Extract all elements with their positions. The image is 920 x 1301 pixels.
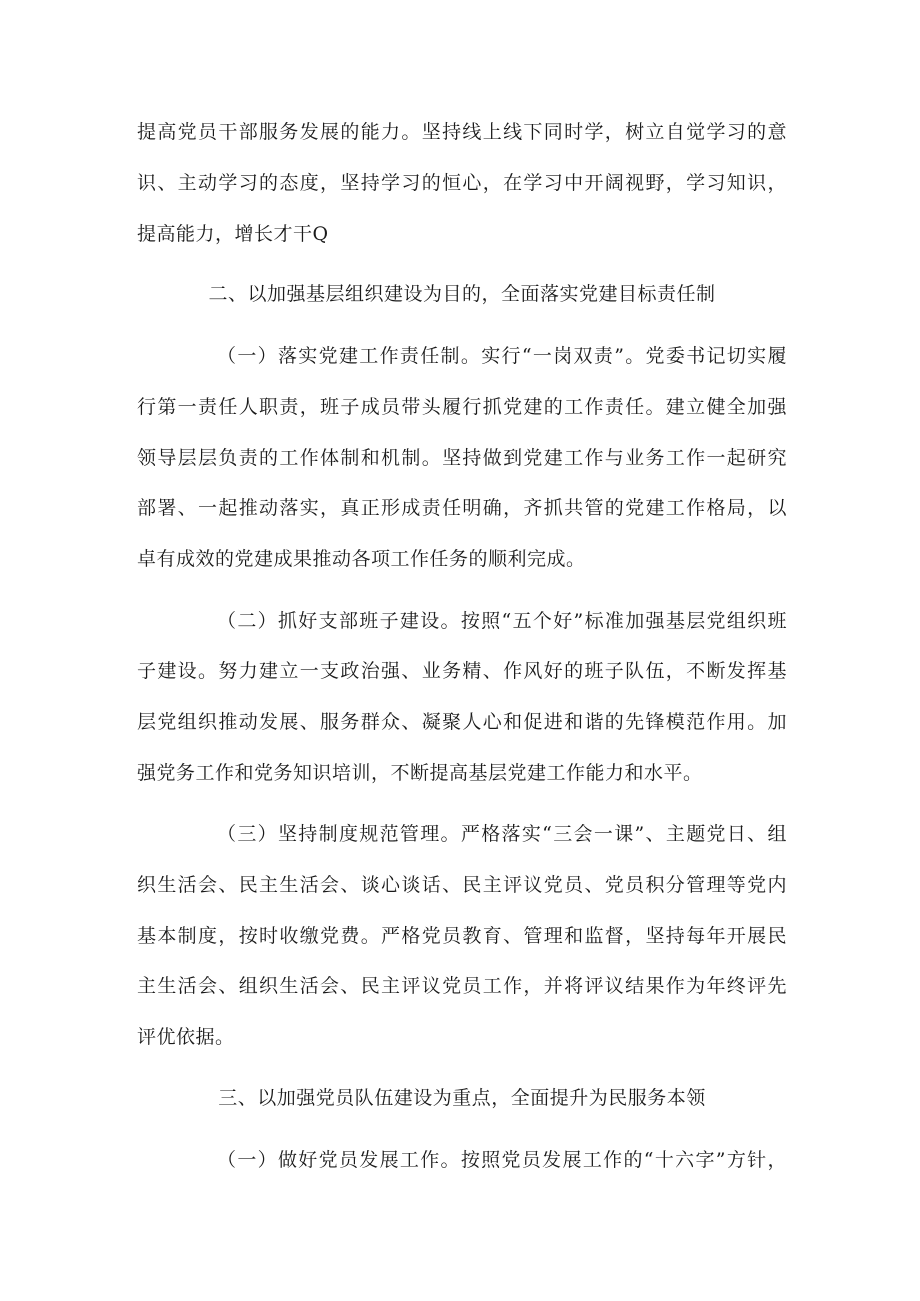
para-2-line-3: 领导层层负责的工作体制和机制。坚持做到党建工作与业务工作一起研究	[137, 447, 787, 469]
para-4-line-2: 织生活会、民主生活会、谈心谈话、民主评议党员、党员积分管理等党内	[137, 874, 787, 896]
para-4-line-3: 基本制度，按时收缴党费。严格党员教育、管理和监督，坚持每年开展民	[137, 925, 787, 947]
para-3-line-3: 层党组织推动发展、服务群众、凝聚人心和促进和谐的先锋模范作用。加	[137, 711, 787, 733]
para-1-line-3: 提高能力，增长才干Q	[137, 223, 329, 245]
para-2-line-1: （一）落实党建工作责任制。实行“一岗双责”。党委书记切实履	[217, 345, 787, 367]
section-heading-3: 三、以加强党员队伍建设为重点，全面提升为民服务本领	[218, 1087, 706, 1109]
para-3-line-4: 强党务工作和党务知识培训，不断提高基层党建工作能力和水平。	[137, 762, 703, 784]
para-1-line-2: 识、主动学习的态度，坚持学习的恒心，在学习中开阔视野，学习知识，	[137, 172, 787, 194]
section-heading-2: 二、以加强基层组织建设为目的，全面落实党建目标责任制	[208, 283, 716, 305]
para-5-line-1: （一）做好党员发展工作。按照党员发展工作的“十六字”方针，	[217, 1149, 787, 1171]
para-2-line-5: 卓有成效的党建成果推动各项工作任务的顺利完成。	[137, 548, 586, 570]
para-4-line-1: （三）坚持制度规范管理。严格落实“三会一课”、主题党日、组	[217, 823, 787, 845]
para-2-line-2: 行第一责任人职责，班子成员带头履行抓党建的工作责任。建立健全加强	[137, 396, 787, 418]
para-1-line-1: 提高党员干部服务发展的能力。坚持线上线下同时学，树立自觉学习的意	[137, 121, 787, 143]
para-3-line-2: 子建设。努力建立一支政治强、业务精、作风好的班子队伍，不断发挥基	[137, 660, 787, 682]
para-2-line-4: 部署、一起推动落实，真正形成责任明确，齐抓共管的党建工作格局，以	[137, 497, 787, 519]
para-4-line-5: 评优依据。	[137, 1026, 235, 1048]
para-4-line-4: 主生活会、组织生活会、民主评议党员工作，并将评议结果作为年终评先	[137, 975, 787, 997]
para-3-line-1: （二）抓好支部班子建设。按照“五个好”标准加强基层党组织班	[217, 610, 787, 632]
